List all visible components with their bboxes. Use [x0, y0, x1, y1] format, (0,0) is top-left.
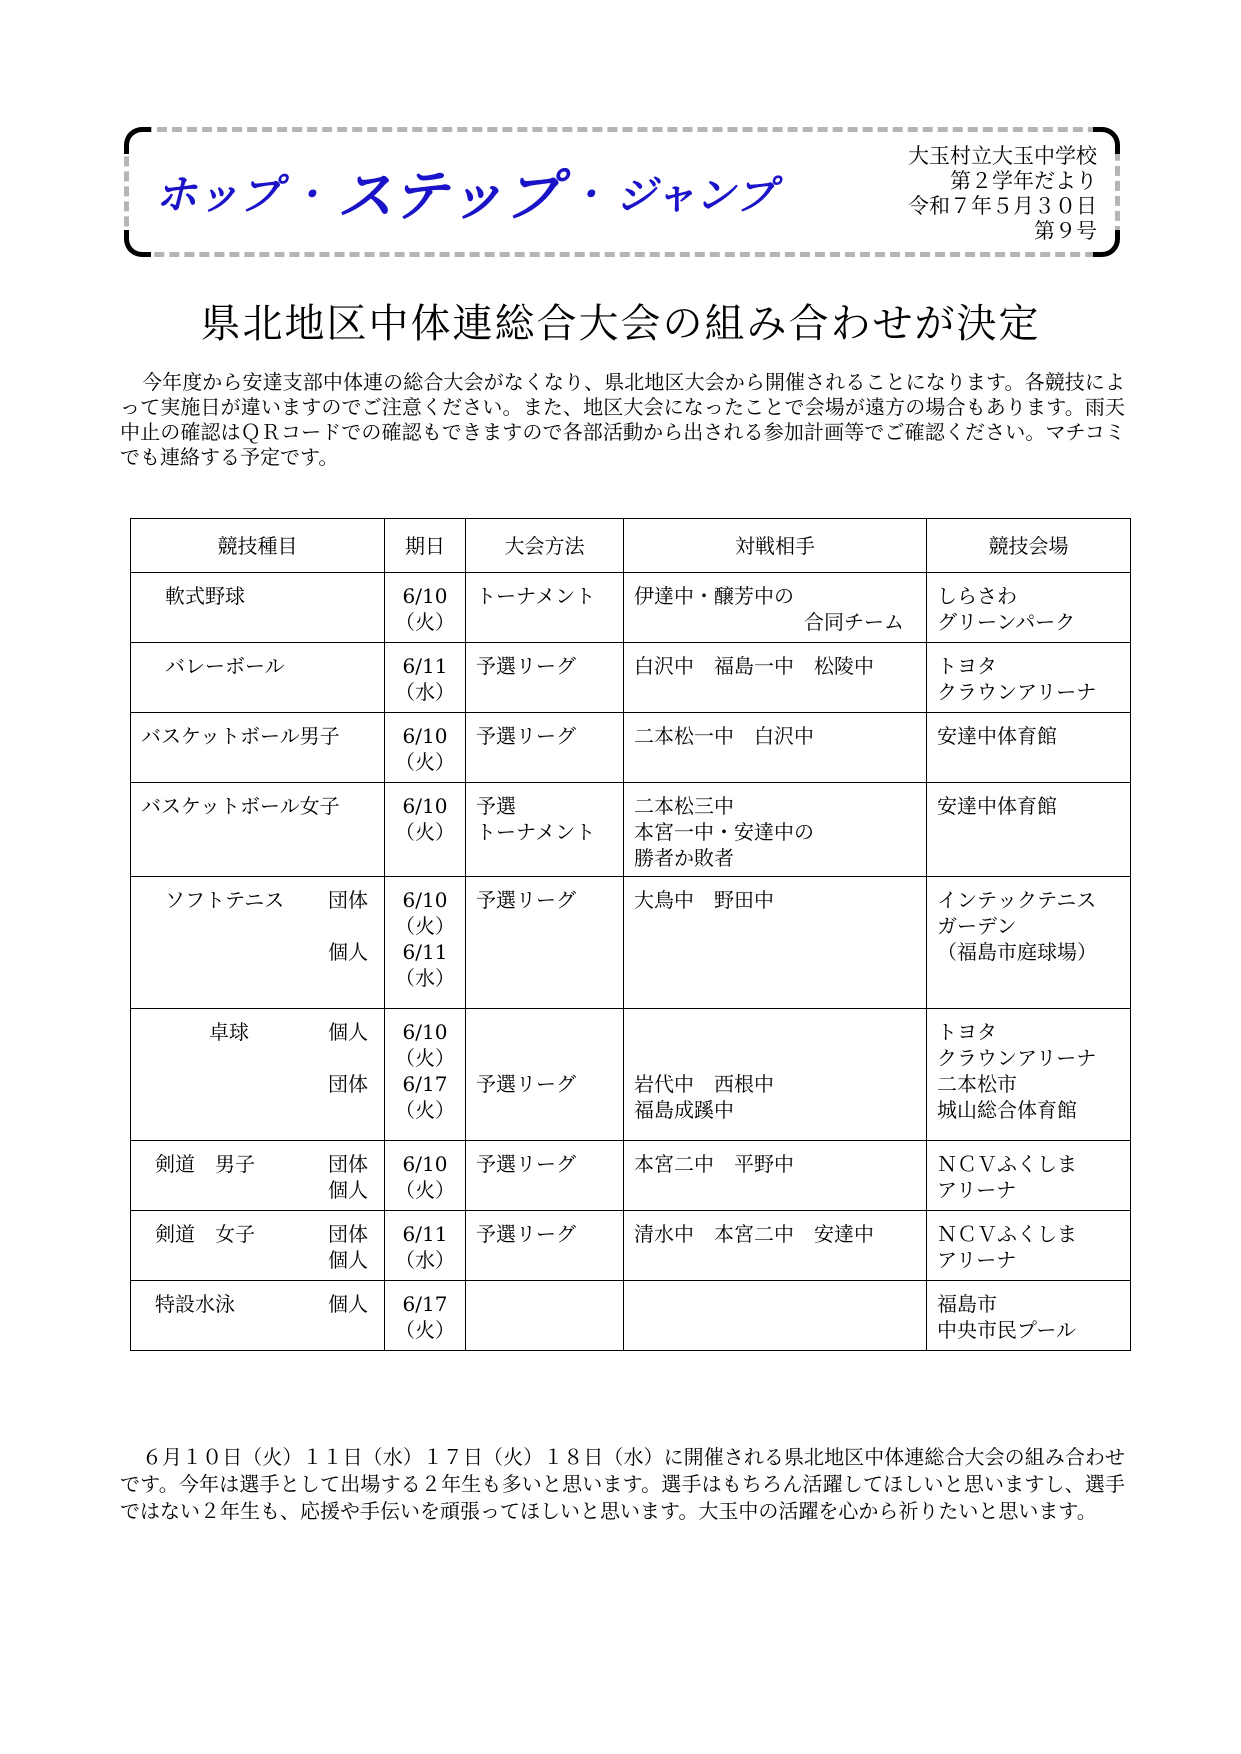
weekday-value: （火） [395, 1046, 455, 1070]
venue-value: 安達中体育館 [937, 724, 1057, 748]
format-value: 予選リーグ [476, 888, 576, 912]
spacer [476, 1019, 613, 1071]
venue-cell [927, 573, 1131, 643]
sport-cell [131, 877, 385, 1009]
header-venue: 競技会場 [927, 519, 1131, 573]
format-value: 予選リーグ [476, 1152, 576, 1176]
title-dot: ・ [291, 174, 328, 216]
table-row [131, 713, 1131, 783]
opponent-value: 合同チーム [804, 610, 904, 634]
closing-paragraph: ６月１０日（火）１１日（水）１７日（火）１８日（水）に開催される県北地区中体連総合大会の組み合わせです。今年は選手として出場する２年生も多いと思います。選手はもちろん活躍してほしいと思いますし、選手ではない２年生も、応援や手伝いを頑張ってほしいと思います。大玉中の活躍を心から祈りたいと思います。 [120, 1445, 1125, 1523]
intro-paragraph: 今年度から安達支部中体連の総合大会がなくなり、県北地区大会から開催されることになります。各競技によって実施日が違いますのでご注意ください。また、地区大会になったことで会場が遠方の場合もあります。雨天中止の確認はＱＲコードでの確認もできますので各部活動から出される参加計画等でご確認ください。マチコミでも連絡する予定です。 [120, 370, 1125, 469]
weekday-value: （火） [395, 1098, 455, 1122]
issue-date: 令和７年５月３０日 [908, 194, 1097, 218]
format-cell [466, 1141, 624, 1211]
sport-name: 剣道 女子 [155, 1222, 255, 1246]
issue-number: 第９号 [1034, 219, 1097, 243]
school-name: 大玉村立大玉中学校 [908, 144, 1097, 168]
date-cell [385, 1009, 466, 1141]
venue-value: トヨタ クラウンアリーナ [937, 654, 1097, 704]
date-cell [385, 713, 466, 783]
opponent-cell [624, 713, 927, 783]
sport-name: 卓球 [209, 1020, 249, 1044]
opponent-cell [624, 1009, 927, 1141]
header-corner [124, 230, 151, 257]
opponent-cell [624, 1211, 927, 1281]
page-title: 県北地区中体連総合大会の組み合わせが決定 [200, 301, 1041, 347]
date-cell [385, 783, 466, 877]
sport-category: 団体 [328, 1072, 368, 1096]
venue-cell [927, 643, 1131, 713]
date-value: 6/11 [402, 654, 448, 678]
sport-category: 個人 [328, 1248, 368, 1272]
sport-name: バスケットボール女子 [141, 794, 340, 818]
date-cell [385, 1281, 466, 1351]
title-dot: ・ [569, 174, 606, 216]
date-value: 6/11 [402, 1222, 448, 1246]
sport-line [141, 1071, 374, 1097]
title-jump: ジャンプ [615, 172, 776, 219]
sport-line [141, 939, 374, 965]
date-cell [385, 573, 466, 643]
table-row [131, 1211, 1131, 1281]
format-value: 予選 トーナメント [476, 794, 596, 844]
header-format: 大会方法 [466, 519, 624, 573]
date-value: 6/11 [402, 940, 448, 964]
venue-value: ＮＣＶふくしま アリーナ [937, 1222, 1077, 1272]
header-corner [1093, 230, 1120, 257]
header-corner [124, 127, 151, 154]
issue-info [908, 144, 1097, 244]
sport-name: バレーボール [165, 654, 285, 678]
sport-line [141, 1221, 374, 1247]
opponent-cell [624, 783, 927, 877]
format-cell [466, 643, 624, 713]
format-cell [466, 1281, 624, 1351]
header-corner [1093, 127, 1120, 154]
sport-cell [131, 783, 385, 877]
weekday-value: （水） [395, 680, 455, 704]
venue-cell [927, 1141, 1131, 1211]
newsletter-name: 第２学年だより [950, 169, 1097, 193]
weekday-value: （火） [395, 750, 455, 774]
weekday-value: （火） [395, 914, 455, 938]
sport-category: 団体 [328, 1222, 368, 1246]
table-row [131, 877, 1131, 1009]
format-cell [466, 713, 624, 783]
sport-cell [131, 1141, 385, 1211]
weekday-value: （水） [395, 966, 455, 990]
venue-cell [927, 877, 1131, 1009]
newsletter-header [124, 127, 1120, 257]
header-sport: 競技種目 [131, 519, 385, 573]
date-value: 6/10 [402, 1152, 448, 1176]
header-date: 期日 [385, 519, 466, 573]
date-cell [385, 1141, 466, 1211]
date-value: 6/10 [402, 724, 448, 748]
format-value: 予選リーグ [476, 654, 576, 678]
venue-cell [927, 713, 1131, 783]
venue-value: トヨタ クラウンアリーナ 二本松市 城山総合体育館 [937, 1020, 1097, 1122]
sport-cell [131, 573, 385, 643]
sport-category: 個人 [328, 1178, 368, 1202]
sport-cell [131, 1281, 385, 1351]
format-cell [466, 783, 624, 877]
sport-name: 剣道 男子 [155, 1152, 255, 1176]
table-row [131, 783, 1131, 877]
weekday-value: （火） [395, 820, 455, 844]
date-cell [385, 877, 466, 1009]
sport-cell [131, 643, 385, 713]
date-value: 6/10 [402, 584, 448, 608]
venue-cell [927, 1009, 1131, 1141]
format-value: トーナメント [476, 584, 596, 608]
opponent-value: 伊達中・醸芳中の [634, 584, 794, 608]
opponent-value: 二本松三中 本宮一中・安達中の 勝者か敗者 [634, 794, 814, 870]
venue-value: ＮＣＶふくしま アリーナ [937, 1152, 1077, 1202]
sport-name: ソフトテニス [165, 888, 285, 912]
opponent-cell [624, 1141, 927, 1211]
weekday-value: （火） [395, 1318, 455, 1342]
sport-line [141, 1247, 374, 1273]
opponent-value: 白沢中 福島一中 松陵中 [634, 654, 874, 678]
venue-value: しらさわ グリーンパーク [937, 584, 1076, 634]
opponent-value: 二本松一中 白沢中 [634, 724, 814, 748]
sport-cell [131, 1009, 385, 1141]
opponent-value: 清水中 本宮二中 安達中 [634, 1222, 874, 1246]
opponent-cell [624, 573, 927, 643]
opponent-value: 岩代中 西根中 福島成蹊中 [634, 1072, 774, 1122]
sport-category: 個人 [328, 940, 368, 964]
date-value: 6/10 [402, 888, 448, 912]
table-row [131, 643, 1131, 713]
sport-name: バスケットボール男子 [141, 724, 340, 748]
format-cell [466, 573, 624, 643]
table-row [131, 1009, 1131, 1141]
table-header-row [131, 519, 1131, 573]
title-hop: ホップ [155, 170, 282, 219]
opponent-value: 本宮二中 平野中 [634, 1152, 794, 1176]
weekday-value: （水） [395, 1248, 455, 1272]
sport-name: 軟式野球 [165, 584, 245, 608]
opponent-cell [624, 1281, 927, 1351]
format-value: 予選リーグ [476, 724, 576, 748]
date-cell [385, 643, 466, 713]
format-value: 予選リーグ [476, 1072, 576, 1096]
spacer [141, 1045, 374, 1071]
date-value: 6/17 [402, 1072, 448, 1096]
sport-cell [131, 1211, 385, 1281]
header-opponent: 対戦相手 [624, 519, 927, 573]
sport-line [141, 1291, 374, 1317]
date-value: 6/10 [402, 794, 448, 818]
sport-line [141, 1151, 374, 1177]
sport-category: 団体 [328, 888, 368, 912]
venue-cell [927, 1211, 1131, 1281]
table-row [131, 1281, 1131, 1351]
spacer [141, 913, 374, 939]
sport-category: 個人 [328, 1020, 368, 1044]
sport-cell [131, 713, 385, 783]
venue-cell [927, 1281, 1131, 1351]
sport-category: 個人 [328, 1292, 368, 1316]
weekday-value: （火） [395, 610, 455, 634]
opponent-value: 大鳥中 野田中 [634, 888, 774, 912]
format-value: 予選リーグ [476, 1222, 576, 1246]
schedule-table [130, 518, 1131, 1351]
date-value: 6/10 [402, 1020, 448, 1044]
sport-name: 特設水泳 [155, 1292, 235, 1316]
sport-category: 団体 [328, 1152, 368, 1176]
date-value: 6/17 [402, 1292, 448, 1316]
table-row [131, 573, 1131, 643]
sport-line [141, 1177, 374, 1203]
title-step: ステップ [337, 164, 560, 229]
newsletter-title [155, 152, 775, 232]
venue-value: 福島市 中央市民プール [937, 1292, 1076, 1342]
sport-line [141, 1019, 374, 1045]
weekday-value: （火） [395, 1178, 455, 1202]
spacer [634, 1019, 916, 1071]
venue-value: インテックテニス ガーデン （福島市庭球場） [937, 888, 1097, 964]
opponent-cell [624, 877, 927, 1009]
format-cell [466, 1211, 624, 1281]
sport-line [141, 887, 374, 913]
venue-cell [927, 783, 1131, 877]
format-cell [466, 1009, 624, 1141]
format-cell [466, 877, 624, 1009]
venue-value: 安達中体育館 [937, 794, 1057, 818]
table-row [131, 1141, 1131, 1211]
opponent-cell [624, 643, 927, 713]
date-cell [385, 1211, 466, 1281]
